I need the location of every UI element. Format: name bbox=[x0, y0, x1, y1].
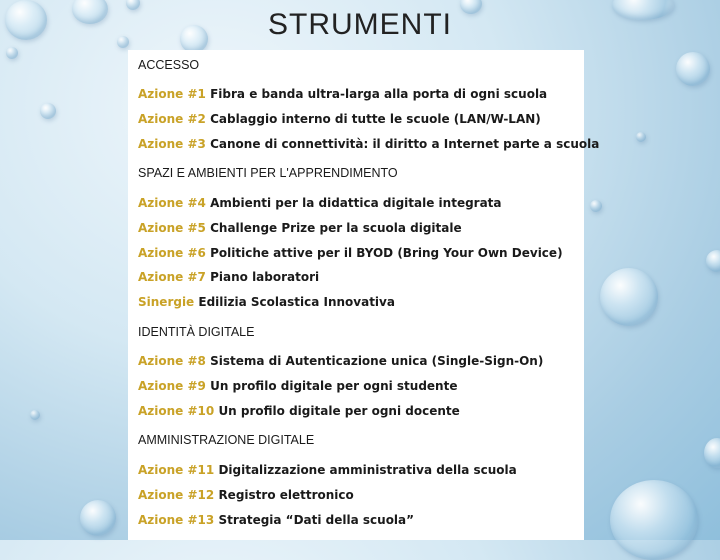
item-label: Azione #1 bbox=[138, 87, 206, 101]
item-label: Azione #3 bbox=[138, 137, 206, 151]
list-item bbox=[138, 196, 502, 210]
water-drop-decoration bbox=[636, 132, 646, 142]
item-text: Challenge Prize per la scuola digitale bbox=[210, 221, 462, 235]
water-drop-decoration bbox=[600, 268, 658, 326]
list-item bbox=[138, 513, 414, 527]
slide-title: STRUMENTI bbox=[268, 8, 452, 41]
section-heading-accesso: ACCESSO bbox=[138, 58, 200, 72]
item-text: Ambienti per la didattica digitale integrata bbox=[210, 196, 502, 210]
item-label: Azione #7 bbox=[138, 270, 206, 284]
water-drop-decoration bbox=[704, 438, 720, 468]
list-item bbox=[138, 112, 541, 126]
water-drop-decoration bbox=[40, 103, 56, 119]
item-label: Azione #13 bbox=[138, 513, 215, 527]
item-text: Strategia “Dati della scuola” bbox=[218, 513, 415, 527]
list-item bbox=[138, 270, 319, 284]
water-drop-decoration bbox=[6, 47, 18, 59]
section-heading-spazi: SPAZI E AMBIENTI PER L'APPRENDIMENTO bbox=[138, 166, 398, 180]
item-text: Edilizia Scolastica Innovativa bbox=[198, 295, 395, 309]
item-text: Digitalizzazione amministrativa della scuola bbox=[218, 463, 517, 477]
item-label: Azione #9 bbox=[138, 379, 206, 393]
item-text: Politiche attive per il BYOD (Bring Your Own Device) bbox=[210, 246, 563, 260]
list-item bbox=[138, 246, 563, 260]
water-drop-decoration bbox=[706, 250, 720, 272]
list-item bbox=[138, 137, 599, 151]
item-text: Fibra e banda ultra-larga alla porta di ogni scuola bbox=[210, 87, 548, 101]
list-item bbox=[138, 379, 457, 393]
item-text: Piano laboratori bbox=[210, 270, 320, 284]
list-item bbox=[138, 354, 543, 368]
content-panel bbox=[128, 50, 600, 540]
section-heading-amministrazione: AMMINISTRAZIONE DIGITALE bbox=[138, 433, 315, 447]
item-text: Un profilo digitale per ogni studente bbox=[210, 379, 458, 393]
water-drop-decoration bbox=[30, 410, 40, 420]
item-text: Cablaggio interno di tutte le scuole (LAN/W-LAN) bbox=[210, 112, 541, 126]
item-label: Azione #5 bbox=[138, 221, 206, 235]
item-label: Azione #11 bbox=[138, 463, 215, 477]
item-text: Registro elettronico bbox=[218, 488, 354, 502]
item-label: Azione #4 bbox=[138, 196, 206, 210]
item-text: Un profilo digitale per ogni docente bbox=[218, 404, 460, 418]
list-item bbox=[138, 87, 547, 101]
item-label: Azione #10 bbox=[138, 404, 215, 418]
water-drop-decoration bbox=[80, 500, 116, 536]
item-label: Azione #6 bbox=[138, 246, 206, 260]
section-heading-identita: IDENTITÀ DIGITALE bbox=[138, 325, 255, 339]
item-label: Sinergie bbox=[138, 295, 195, 309]
item-label: Azione #2 bbox=[138, 112, 206, 126]
item-label: Azione #12 bbox=[138, 488, 215, 502]
list-item bbox=[138, 295, 395, 309]
water-drop-decoration bbox=[610, 480, 698, 560]
item-text: Sistema di Autenticazione unica (Single-Sign-On) bbox=[210, 354, 544, 368]
water-drop-decoration bbox=[676, 52, 710, 86]
item-text: Canone di connettività: il diritto a Internet parte a scuola bbox=[210, 137, 600, 151]
list-item bbox=[138, 463, 517, 477]
water-drop-decoration bbox=[590, 200, 602, 212]
list-item bbox=[138, 221, 462, 235]
list-item bbox=[138, 404, 460, 418]
item-label: Azione #8 bbox=[138, 354, 206, 368]
list-item bbox=[138, 488, 354, 502]
